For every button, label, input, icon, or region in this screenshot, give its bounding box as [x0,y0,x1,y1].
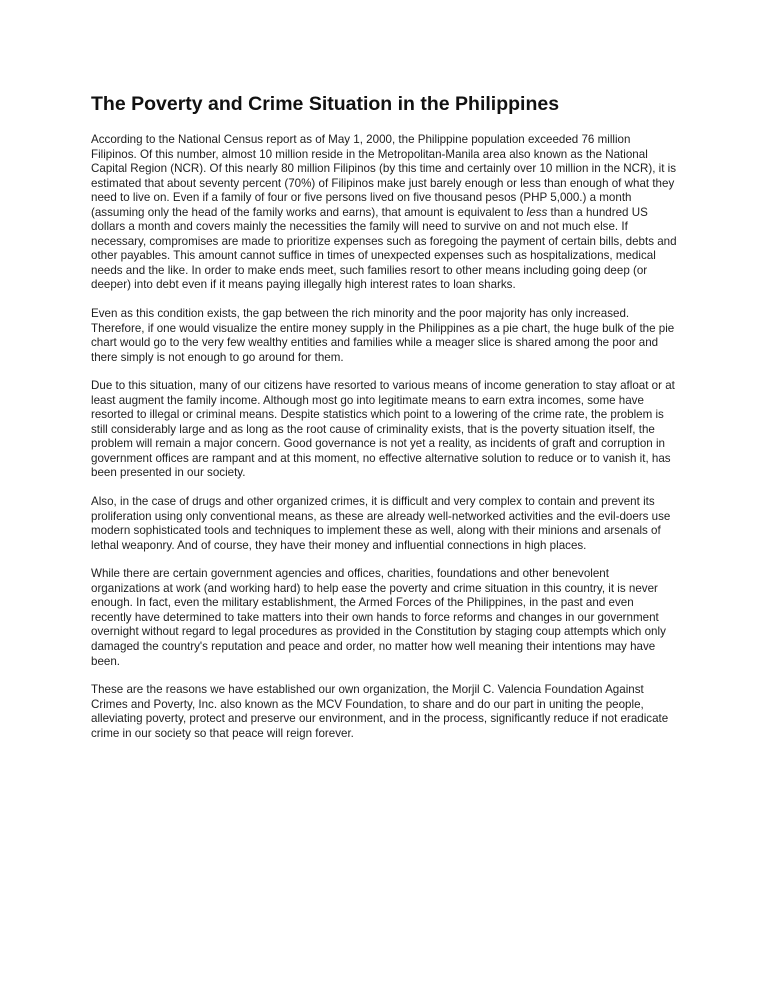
paragraph-wealth-gap: Even as this condition exists, the gap between the rich minority and the poor majority has only increased. Therefore, if one would visualize the entire money supply in the Philippines as a pie chart, the huge bulk of the pie chart would go to the very few wealthy entities and families while a meager slice is shared among the poor and there simply is not enough to go around for them. [91,307,675,364]
document-body [91,92,677,755]
paragraph-census-text-end: than a hundred US dollars a month and covers mainly the necessities the family will need to survive on and not much else. If necessary, compromises are made to prioritize expenses such as foregoing the payment of certain bills, debts and other payables. This amount cannot suffice in times of unexpected expenses such as hospitalizations, medical needs and the like. In order to make ends meet, such families resort to other means including going deep (or deeper) into debt even if it means paying illegally high interest rates to loan sharks. [91,205,677,292]
paragraph-organized-crime: Also, in the case of drugs and other organized crimes, it is difficult and very complex to contain and prevent its proliferation using only conventional means, as these are already well-networked activities and the evil-doers use modern sophisticated tools and techniques to implement these as well, along with their minions and arsenals of lethal weaponry. And of course, they have their money and influential connections in high places. [91,495,671,552]
paragraph-government-efforts: While there are certain government agencies and offices, charities, foundations and other benevolent organizations at work (and working hard) to help ease the poverty and crime situation in this country, it is never enough. In fact, even the military establishment, the Armed Forces of the Philippines, in the past and even recently have determined to take matters into their own hands to force reforms and changes in our government overnight without regard to legal procedures as provided in the Constitution by staging coup attempts which only damaged the country's reputation and peace and order, no matter how well meaning their intentions may have been. [91,567,666,668]
paragraph-foundation: These are the reasons we have established our own organization, the Morjil C. Valencia Foundation Against Crimes and Poverty, Inc. also known as the MCV Foundation, to share and do our part in uniting the people, alleviating poverty, protect and preserve our environment, and in the process, significantly reduce if not eradicate crime in our society so that peace will reign forever. [91,683,669,740]
paragraph-census-emphasis: less [526,205,548,219]
paragraph-census-text-start: According to the National Census report as of May 1, 2000, the Philippine population exceeded 76 million Filipinos. Of this number, almost 10 million reside in the Metropolitan-Manila area also known as the National Capital Region (NCR). Of this nearly 80 million Filipinos (by this time and certainly over 10 million in the NCR), it is estimated that about seventy percent (70%) of Filipinos make just barely enough or less than enough of what they need to live on. Even if a family of four or five persons lived on five thousand pesos (PHP 5,000.) a month (assuming only the head of the family works and earns), that amount is equivalent to [91,133,677,219]
paragraph-census [91,133,677,293]
paragraph-income-means: Due to this situation, many of our citizens have resorted to various means of income generation to stay afloat or at least augment the family income. Although most go into legitimate means to earn extra incomes, some have resorted to illegal or criminal means. Despite statistics which point to a lowering of the crime rate, the problem is still considerably large and as long as the root cause of criminality exists, that is the poverty situation itself, the problem will remain a major concern. Good governance is not yet a reality, as incidents of graft and corruption in government offices are rampant and at this moment, no effective alternative solution to reduce or to vanish it, has been presented in our society. [91,379,675,480]
page-title: The Poverty and Crime Situation in the Philippines [91,93,560,115]
